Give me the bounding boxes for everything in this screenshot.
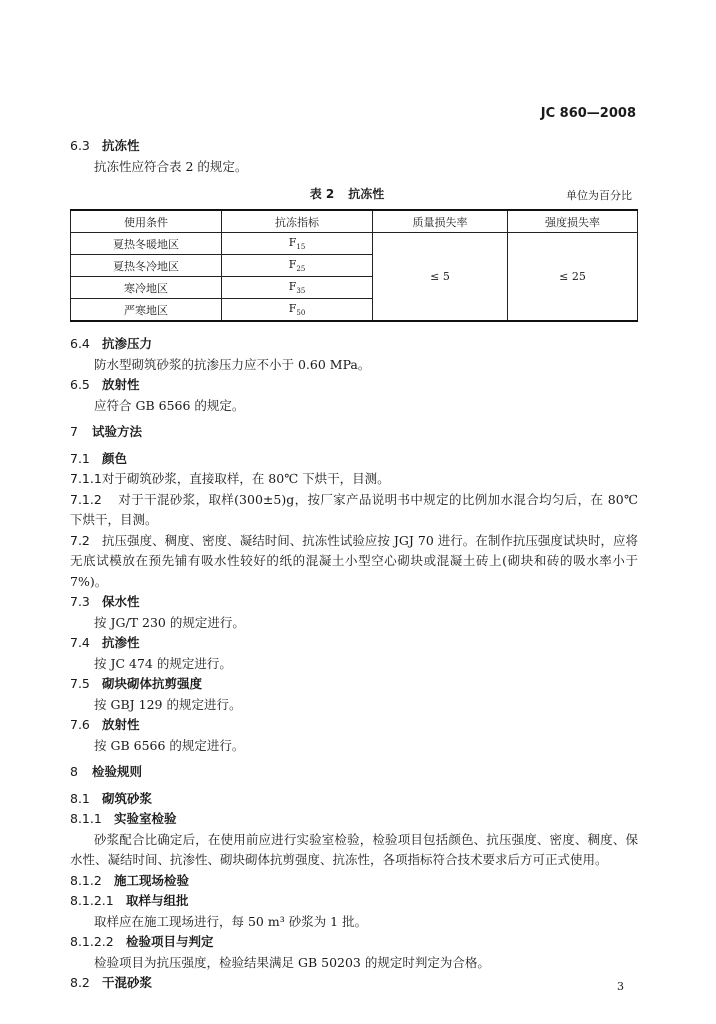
- table-number: 表 2: [309, 187, 335, 201]
- section-6-3-text: 抗冻性应符合表 2 的规定。: [94, 158, 248, 174]
- section-7-1-heading: 7.1 颜色: [70, 450, 128, 466]
- table-row: 寒冷地区 $F_{35}$: [71, 277, 638, 299]
- section-7-4-text: 按 JC 474 的规定进行。: [94, 655, 232, 671]
- frost-resistance-table: [70, 209, 638, 322]
- section-6-4-text: 防水型砌筑砂浆的抗渗压力应不小于 0.60 MPa。: [94, 356, 371, 372]
- header-index: 抗冻指标: [222, 210, 373, 233]
- section-8-1-2-1-text: 取样应在施工现场进行，每 50 m³ 砂浆为 1 批。: [94, 913, 368, 929]
- section-7-3-heading: 7.3 保水性: [70, 594, 140, 609]
- table-title: 抗冻性: [348, 187, 385, 201]
- page-number: 3: [617, 980, 624, 993]
- section-7-5-text: 按 GBJ 129 的规定进行。: [94, 696, 242, 712]
- strength-loss-value: ≤ 25: [508, 233, 638, 322]
- section-6-3-heading: 6.3 抗冻性: [70, 138, 140, 153]
- table-row: 夏热冬暖地区 $F_{15}$ ≤ 5 ≤ 25: [71, 233, 638, 255]
- section-8-1-1-text: 砂浆配合比确定后，在使用前应进行实验室检验，检验项目包括颜色、抗压强度、密度、稠度、保水性、凝结时间、抗渗性、砌块砌体抗剪强度、抗冻性，各项指标符合技术要求后方可正式使用。: [70, 831, 638, 867]
- section-7-1-1: 7.1.1对于砌筑砂浆，直接取样，在 80℃ 下烘干，目测。: [70, 471, 390, 486]
- section-6-5-text: 应符合 GB 6566 的规定。: [94, 397, 245, 413]
- section-7-6-heading: 7.6 放射性: [70, 717, 140, 732]
- section-8-2-heading: 8.2 干混砂浆: [70, 975, 153, 990]
- header-condition: 使用条件: [71, 210, 222, 233]
- table-caption: [70, 183, 638, 209]
- section-7-3-text: 按 JG/T 230 的规定进行。: [94, 614, 245, 630]
- section-6-5-heading: 6.5 放射性: [70, 377, 140, 392]
- standard-code: JC 860—2008: [540, 106, 636, 121]
- table-row: 夏热冬冷地区 $F_{25}$: [71, 255, 638, 277]
- section-8-1-1-heading: 8.1.1 实验室检验: [70, 811, 177, 826]
- table-row: 严寒地区 $F_{50}$: [71, 299, 638, 322]
- section-6-4-heading: 6.4 抗渗压力: [70, 336, 153, 351]
- header-strength-loss: 强度损失率: [508, 210, 638, 233]
- section-7-5-heading: 7.5 砌块砌体抗剪强度: [70, 676, 203, 691]
- section-7-6-text: 按 GB 6566 的规定进行。: [94, 737, 245, 753]
- section-8-heading: 8 检验规则: [70, 764, 143, 779]
- section-8-1-2-2-heading: 8.1.2.2 检验项目与判定: [70, 934, 214, 949]
- section-8-1-2-2-text: 检验项目为抗压强度，检验结果满足 GB 50203 的规定时判定为合格。: [94, 954, 490, 970]
- table-header-row: [71, 210, 638, 233]
- mass-loss-value: ≤ 5: [373, 233, 508, 322]
- page-content: [70, 136, 638, 994]
- section-7-heading: 7 试验方法: [70, 424, 143, 439]
- table-unit: 单位为百分比: [566, 189, 632, 202]
- header-mass-loss: 质量损失率: [373, 210, 508, 233]
- section-7-1-2: 7.1.2 对于干混砂浆，取样(300±5)g，按厂家产品说明书中规定的比例加水混合均匀后，在 80℃ 下烘干，目测。: [70, 491, 638, 527]
- section-8-1-2-heading: 8.1.2 施工现场检验: [70, 872, 190, 888]
- section-7-2: 7.2 抗压强度、稠度、密度、凝结时间、抗冻性试验应按 JGJ 70 进行。在制作抗压强度试块时，应将无底试模放在预先铺有吸水性较好的纸的混凝土小型空心砌块或混凝土砖上(砌块和砖的吸水率小于 7%)。: [70, 532, 638, 589]
- section-7-4-heading: 7.4 抗渗性: [70, 635, 140, 650]
- section-8-1-2-1-heading: 8.1.2.1 取样与组批: [70, 893, 189, 908]
- section-8-1-heading: 8.1 砌筑砂浆: [70, 790, 153, 806]
